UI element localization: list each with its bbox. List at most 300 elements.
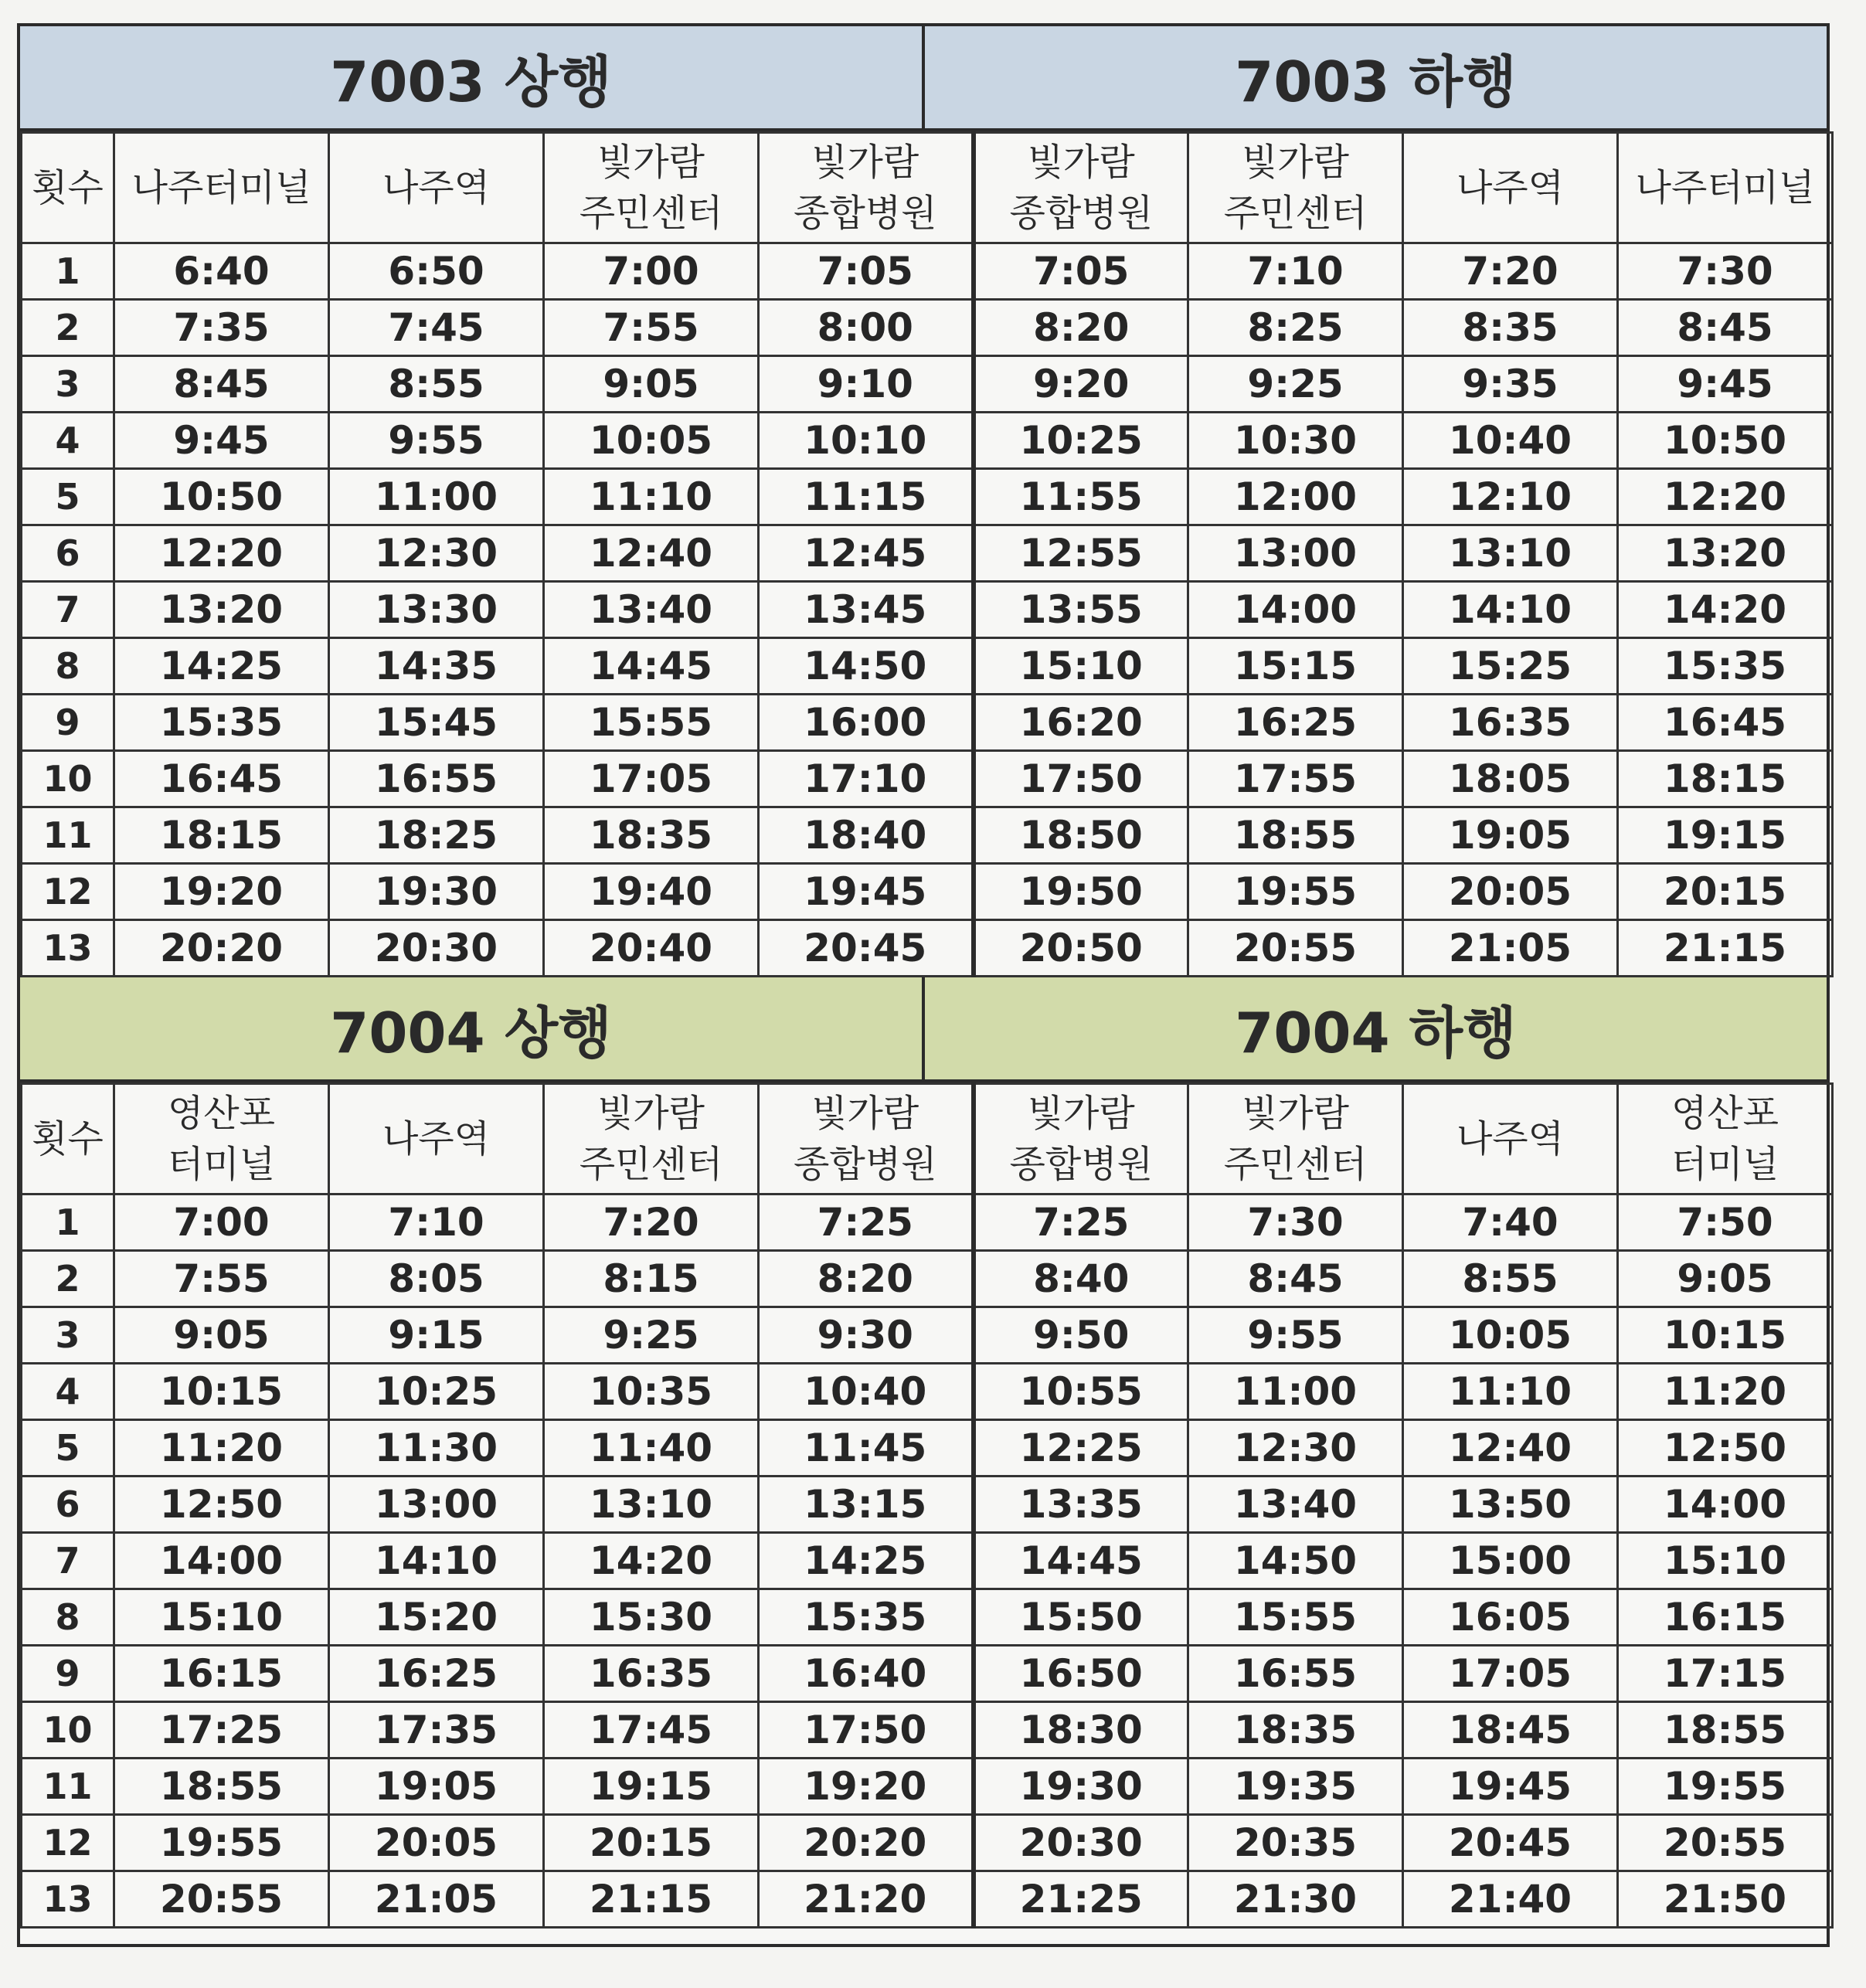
departure-time: 12:25 (974, 1420, 1188, 1477)
departure-time: 13:30 (329, 582, 544, 638)
departure-time: 8:45 (1618, 300, 1833, 356)
stop-header (329, 133, 544, 243)
trip-number: 4 (22, 413, 114, 469)
departure-time: 9:25 (544, 1307, 759, 1364)
departure-time: 14:10 (329, 1533, 544, 1589)
departure-time: 19:40 (544, 864, 759, 920)
table-row (22, 1477, 1833, 1533)
departure-time: 13:45 (759, 582, 974, 638)
departure-time: 7:30 (1618, 243, 1833, 300)
departure-time: 8:45 (114, 356, 329, 413)
table-row (22, 1533, 1833, 1589)
departure-time: 11:45 (759, 1420, 974, 1477)
departure-time: 20:20 (114, 920, 329, 977)
table-row (22, 1815, 1833, 1871)
departure-time: 13:00 (1188, 525, 1403, 582)
departure-time: 11:00 (329, 469, 544, 525)
departure-time: 12:50 (1618, 1420, 1833, 1477)
stop-header (1188, 133, 1403, 243)
departure-time: 7:05 (759, 243, 974, 300)
table-row (22, 807, 1833, 864)
departure-time: 8:15 (544, 1251, 759, 1307)
stop-header (544, 1084, 759, 1194)
departure-time: 9:35 (1403, 356, 1618, 413)
stop-header (974, 1084, 1188, 1194)
stop-header-line: 빛가람 (1241, 141, 1350, 184)
departure-time: 12:55 (974, 525, 1188, 582)
timetable (20, 131, 1834, 977)
stop-header-line: 종합병원 (794, 192, 937, 235)
stop-header-line: 종합병원 (1009, 1143, 1153, 1186)
departure-time: 18:25 (329, 807, 544, 864)
departure-time: 12:50 (114, 1477, 329, 1533)
trip-number: 11 (22, 1759, 114, 1815)
departure-time: 10:05 (544, 413, 759, 469)
trip-number: 12 (22, 864, 114, 920)
trip-number: 1 (22, 1194, 114, 1251)
stop-header-line: 종합병원 (1009, 192, 1153, 235)
departure-time: 12:40 (1403, 1420, 1618, 1477)
departure-time: 17:05 (1403, 1646, 1618, 1702)
departure-time: 14:25 (759, 1533, 974, 1589)
departure-time: 15:25 (1403, 638, 1618, 695)
departure-time: 16:40 (759, 1646, 974, 1702)
departure-time: 12:20 (114, 525, 329, 582)
departure-time: 19:45 (1403, 1759, 1618, 1815)
table-row (22, 525, 1833, 582)
departure-time: 8:35 (1403, 300, 1618, 356)
trip-number: 12 (22, 1815, 114, 1871)
departure-time: 20:05 (329, 1815, 544, 1871)
stop-header (759, 1084, 974, 1194)
departure-time: 18:35 (1188, 1702, 1403, 1759)
stop-header-line: 터미널 (1671, 1143, 1779, 1186)
departure-time: 19:15 (1618, 807, 1833, 864)
departure-time: 10:40 (1403, 413, 1618, 469)
departure-time: 7:05 (974, 243, 1188, 300)
departure-time: 10:30 (1188, 413, 1403, 469)
departure-time: 16:25 (329, 1646, 544, 1702)
departure-time: 19:20 (759, 1759, 974, 1815)
departure-time: 9:10 (759, 356, 974, 413)
departure-time: 10:05 (1403, 1307, 1618, 1364)
departure-time: 8:45 (1188, 1251, 1403, 1307)
departure-time: 19:50 (974, 864, 1188, 920)
departure-time: 19:55 (114, 1815, 329, 1871)
departure-time: 6:40 (114, 243, 329, 300)
departure-time: 20:15 (544, 1815, 759, 1871)
departure-time: 17:35 (329, 1702, 544, 1759)
trip-number: 3 (22, 356, 114, 413)
departure-time: 19:55 (1618, 1759, 1833, 1815)
departure-time: 7:00 (114, 1194, 329, 1251)
departure-time: 8:55 (329, 356, 544, 413)
route-titles (20, 26, 1827, 131)
table-row (22, 638, 1833, 695)
departure-time: 8:20 (974, 300, 1188, 356)
table-row (22, 1646, 1833, 1702)
trip-number: 13 (22, 1871, 114, 1928)
departure-time: 18:50 (974, 807, 1188, 864)
departure-time: 14:20 (544, 1533, 759, 1589)
departure-time: 16:15 (114, 1646, 329, 1702)
departure-time: 19:15 (544, 1759, 759, 1815)
stop-header (1618, 1084, 1833, 1194)
table-row (22, 1251, 1833, 1307)
departure-time: 7:25 (759, 1194, 974, 1251)
departure-time: 14:45 (974, 1533, 1188, 1589)
trip-number: 2 (22, 300, 114, 356)
departure-time: 10:10 (759, 413, 974, 469)
departure-time: 6:50 (329, 243, 544, 300)
departure-time: 15:55 (1188, 1589, 1403, 1646)
departure-time: 21:30 (1188, 1871, 1403, 1928)
departure-time: 9:55 (1188, 1307, 1403, 1364)
timetable-block-1 (20, 26, 1827, 977)
departure-time: 20:15 (1618, 864, 1833, 920)
departure-time: 14:00 (1618, 1477, 1833, 1533)
departure-time: 18:55 (1618, 1702, 1833, 1759)
departure-time: 14:00 (114, 1533, 329, 1589)
trip-number: 8 (22, 638, 114, 695)
departure-time: 18:40 (759, 807, 974, 864)
table-row (22, 1420, 1833, 1477)
departure-time: 14:00 (1188, 582, 1403, 638)
departure-time: 14:50 (759, 638, 974, 695)
trip-number: 2 (22, 1251, 114, 1307)
departure-time: 19:45 (759, 864, 974, 920)
route-titles (20, 977, 1827, 1082)
departure-time: 13:20 (114, 582, 329, 638)
departure-time: 12:00 (1188, 469, 1403, 525)
departure-time: 19:35 (1188, 1759, 1403, 1815)
count-header: 횟수 (22, 1084, 114, 1194)
departure-time: 13:40 (1188, 1477, 1403, 1533)
departure-time: 20:50 (974, 920, 1188, 977)
departure-time: 21:20 (759, 1871, 974, 1928)
trip-number: 7 (22, 1533, 114, 1589)
stop-header (1403, 1084, 1618, 1194)
departure-time: 8:20 (759, 1251, 974, 1307)
departure-time: 20:30 (329, 920, 544, 977)
departure-time: 12:40 (544, 525, 759, 582)
departure-time: 13:10 (544, 1477, 759, 1533)
departure-time: 21:40 (1403, 1871, 1618, 1928)
departure-time: 7:55 (114, 1251, 329, 1307)
departure-time: 17:15 (1618, 1646, 1833, 1702)
stop-header (329, 1084, 544, 1194)
up-route-title: 7004 상행 (20, 977, 922, 1082)
departure-time: 19:55 (1188, 864, 1403, 920)
departure-time: 18:35 (544, 807, 759, 864)
trip-number: 4 (22, 1364, 114, 1420)
departure-time: 20:55 (114, 1871, 329, 1928)
header-row (22, 1084, 1833, 1194)
departure-time: 10:50 (1618, 413, 1833, 469)
trip-number: 3 (22, 1307, 114, 1364)
departure-time: 17:25 (114, 1702, 329, 1759)
departure-time: 16:50 (974, 1646, 1188, 1702)
departure-time: 15:45 (329, 695, 544, 751)
departure-time: 9:55 (329, 413, 544, 469)
departure-time: 9:05 (1618, 1251, 1833, 1307)
table-row (22, 920, 1833, 977)
departure-time: 20:35 (1188, 1815, 1403, 1871)
departure-time: 10:25 (329, 1364, 544, 1420)
departure-time: 18:05 (1403, 751, 1618, 807)
departure-time: 15:35 (114, 695, 329, 751)
departure-time: 20:40 (544, 920, 759, 977)
stop-header-line: 주민센터 (579, 192, 723, 235)
timetable (20, 1082, 1834, 1929)
trip-number: 8 (22, 1589, 114, 1646)
departure-time: 15:10 (114, 1589, 329, 1646)
departure-time: 9:05 (114, 1307, 329, 1364)
departure-time: 12:30 (329, 525, 544, 582)
departure-time: 7:10 (329, 1194, 544, 1251)
departure-time: 16:05 (1403, 1589, 1618, 1646)
departure-time: 11:40 (544, 1420, 759, 1477)
departure-time: 20:45 (759, 920, 974, 977)
table-row (22, 864, 1833, 920)
departure-time: 11:55 (974, 469, 1188, 525)
trip-number: 6 (22, 1477, 114, 1533)
stop-header-line: 빛가람 (597, 141, 705, 184)
departure-time: 8:55 (1403, 1251, 1618, 1307)
stop-header-line: 나주터미널 (1635, 166, 1815, 209)
departure-time: 16:45 (1618, 695, 1833, 751)
stop-header-line: 나주역 (382, 166, 491, 209)
departure-time: 14:45 (544, 638, 759, 695)
departure-time: 14:35 (329, 638, 544, 695)
departure-time: 11:30 (329, 1420, 544, 1477)
stop-header (114, 1084, 329, 1194)
departure-time: 21:25 (974, 1871, 1188, 1928)
departure-time: 7:20 (544, 1194, 759, 1251)
departure-time: 13:00 (329, 1477, 544, 1533)
departure-time: 10:55 (974, 1364, 1188, 1420)
departure-time: 16:55 (329, 751, 544, 807)
departure-time: 7:35 (114, 300, 329, 356)
departure-time: 18:45 (1403, 1702, 1618, 1759)
departure-time: 11:10 (1403, 1364, 1618, 1420)
stop-header (1403, 133, 1618, 243)
departure-time: 11:20 (114, 1420, 329, 1477)
departure-time: 8:25 (1188, 300, 1403, 356)
departure-time: 12:45 (759, 525, 974, 582)
trip-number: 5 (22, 469, 114, 525)
departure-time: 20:55 (1618, 1815, 1833, 1871)
stop-header-line: 빛가람 (1027, 1092, 1135, 1135)
departure-time: 16:20 (974, 695, 1188, 751)
departure-time: 7:25 (974, 1194, 1188, 1251)
departure-time: 15:50 (974, 1589, 1188, 1646)
departure-time: 15:30 (544, 1589, 759, 1646)
stop-header-line: 빛가람 (597, 1092, 705, 1135)
departure-time: 8:05 (329, 1251, 544, 1307)
timetable-sheet (17, 23, 1830, 1947)
stop-header-line: 빛가람 (1027, 141, 1135, 184)
table-row (22, 413, 1833, 469)
stop-header-line: 나주터미널 (131, 166, 311, 209)
departure-time: 16:25 (1188, 695, 1403, 751)
table-row (22, 243, 1833, 300)
header-row (22, 133, 1833, 243)
departure-time: 7:00 (544, 243, 759, 300)
departure-time: 7:40 (1403, 1194, 1618, 1251)
departure-time: 11:00 (1188, 1364, 1403, 1420)
departure-time: 9:20 (974, 356, 1188, 413)
table-row (22, 1871, 1833, 1928)
departure-time: 17:45 (544, 1702, 759, 1759)
stop-header-line: 나주역 (1456, 166, 1565, 209)
departure-time: 20:30 (974, 1815, 1188, 1871)
departure-time: 8:00 (759, 300, 974, 356)
table-row (22, 582, 1833, 638)
departure-time: 16:45 (114, 751, 329, 807)
departure-time: 21:15 (1618, 920, 1833, 977)
table-row (22, 1702, 1833, 1759)
trip-number: 11 (22, 807, 114, 864)
table-row (22, 1194, 1833, 1251)
departure-time: 15:10 (1618, 1533, 1833, 1589)
departure-time: 13:40 (544, 582, 759, 638)
stop-header (1188, 1084, 1403, 1194)
departure-time: 15:20 (329, 1589, 544, 1646)
departure-time: 11:15 (759, 469, 974, 525)
departure-time: 19:30 (974, 1759, 1188, 1815)
departure-time: 21:05 (1403, 920, 1618, 977)
departure-time: 13:50 (1403, 1477, 1618, 1533)
stop-header-line: 나주역 (382, 1117, 491, 1161)
departure-time: 16:35 (544, 1646, 759, 1702)
departure-time: 9:30 (759, 1307, 974, 1364)
departure-time: 17:05 (544, 751, 759, 807)
departure-time: 12:30 (1188, 1420, 1403, 1477)
departure-time: 9:05 (544, 356, 759, 413)
trip-number: 5 (22, 1420, 114, 1477)
trip-number: 1 (22, 243, 114, 300)
departure-time: 7:30 (1188, 1194, 1403, 1251)
departure-time: 19:05 (329, 1759, 544, 1815)
stop-header-line: 영산포 (1671, 1092, 1779, 1135)
departure-time: 12:10 (1403, 469, 1618, 525)
departure-time: 11:10 (544, 469, 759, 525)
departure-time: 21:15 (544, 1871, 759, 1928)
table-row (22, 1759, 1833, 1815)
stop-header (544, 133, 759, 243)
count-header: 횟수 (22, 133, 114, 243)
departure-time: 17:50 (759, 1702, 974, 1759)
departure-time: 9:50 (974, 1307, 1188, 1364)
departure-time: 7:45 (329, 300, 544, 356)
stop-header-line: 주민센터 (579, 1143, 723, 1186)
stop-header-line: 종합병원 (794, 1143, 937, 1186)
up-route-title: 7003 상행 (20, 26, 922, 131)
trip-number: 7 (22, 582, 114, 638)
down-route-title: 7003 하행 (922, 26, 1827, 131)
departure-time: 11:20 (1618, 1364, 1833, 1420)
departure-time: 8:40 (974, 1251, 1188, 1307)
table-row (22, 1307, 1833, 1364)
departure-time: 16:00 (759, 695, 974, 751)
table-row (22, 1364, 1833, 1420)
departure-time: 18:15 (114, 807, 329, 864)
departure-time: 17:55 (1188, 751, 1403, 807)
departure-time: 21:05 (329, 1871, 544, 1928)
table-row (22, 1589, 1833, 1646)
departure-time: 17:50 (974, 751, 1188, 807)
stop-header (114, 133, 329, 243)
timetable-block-2 (20, 977, 1827, 1929)
departure-time: 13:35 (974, 1477, 1188, 1533)
departure-time: 14:50 (1188, 1533, 1403, 1589)
departure-time: 18:55 (114, 1759, 329, 1815)
departure-time: 18:15 (1618, 751, 1833, 807)
departure-time: 10:35 (544, 1364, 759, 1420)
departure-time: 10:50 (114, 469, 329, 525)
stop-header-line: 빛가람 (1241, 1092, 1350, 1135)
departure-time: 14:25 (114, 638, 329, 695)
departure-time: 9:45 (1618, 356, 1833, 413)
stop-header-line: 주민센터 (1223, 192, 1368, 235)
departure-time: 7:55 (544, 300, 759, 356)
departure-time: 10:15 (114, 1364, 329, 1420)
departure-time: 10:25 (974, 413, 1188, 469)
departure-time: 17:10 (759, 751, 974, 807)
departure-time: 19:05 (1403, 807, 1618, 864)
table-row (22, 751, 1833, 807)
stop-header-line: 터미널 (167, 1143, 276, 1186)
departure-time: 15:35 (1618, 638, 1833, 695)
departure-time: 7:10 (1188, 243, 1403, 300)
stop-header (974, 133, 1188, 243)
trip-number: 9 (22, 695, 114, 751)
departure-time: 16:55 (1188, 1646, 1403, 1702)
departure-time: 14:10 (1403, 582, 1618, 638)
departure-time: 16:15 (1618, 1589, 1833, 1646)
departure-time: 15:10 (974, 638, 1188, 695)
departure-time: 15:55 (544, 695, 759, 751)
stop-header-line: 영산포 (167, 1092, 276, 1135)
departure-time: 13:20 (1618, 525, 1833, 582)
departure-time: 18:30 (974, 1702, 1188, 1759)
departure-time: 9:25 (1188, 356, 1403, 413)
departure-time: 14:20 (1618, 582, 1833, 638)
departure-time: 13:15 (759, 1477, 974, 1533)
departure-time: 19:30 (329, 864, 544, 920)
trip-number: 13 (22, 920, 114, 977)
trip-number: 6 (22, 525, 114, 582)
trip-number: 10 (22, 1702, 114, 1759)
trip-number: 9 (22, 1646, 114, 1702)
stop-header-line: 빛가람 (811, 1092, 919, 1135)
departure-time: 15:15 (1188, 638, 1403, 695)
departure-time: 13:10 (1403, 525, 1618, 582)
departure-time: 21:50 (1618, 1871, 1833, 1928)
stop-header-line: 주민센터 (1223, 1143, 1368, 1186)
departure-time: 15:35 (759, 1589, 974, 1646)
departure-time: 10:15 (1618, 1307, 1833, 1364)
trip-number: 10 (22, 751, 114, 807)
table-row (22, 469, 1833, 525)
departure-time: 20:55 (1188, 920, 1403, 977)
departure-time: 16:35 (1403, 695, 1618, 751)
down-route-title: 7004 하행 (922, 977, 1827, 1082)
departure-time: 20:20 (759, 1815, 974, 1871)
table-row (22, 356, 1833, 413)
table-row (22, 300, 1833, 356)
